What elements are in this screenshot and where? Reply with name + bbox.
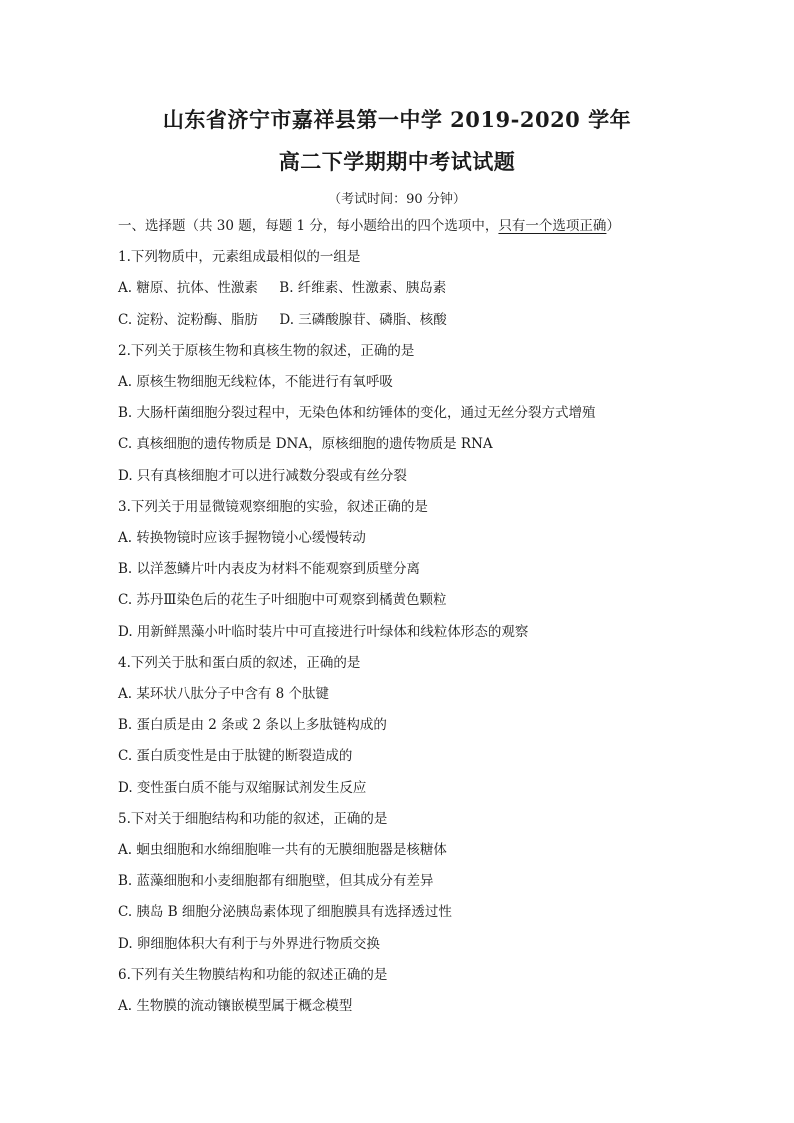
question-2-option-c: C. 真核细胞的遗传物质是 DNA，原核细胞的遗传物质是 RNA [118,436,493,452]
question-3-option-a: A. 转换物镜时应该手握物镜小心缓慢转动 [118,530,366,546]
question-2-stem: 2.下列关于原核生物和真核生物的叙述，正确的是 [118,343,415,359]
question-3-option-b: B. 以洋葱鳞片叶内表皮为材料不能观察到质壁分离 [118,561,421,577]
question-6-stem: 6.下列有关生物膜结构和功能的叙述正确的是 [118,967,388,983]
question-4-stem: 4.下列关于肽和蛋白质的叙述，正确的是 [118,655,361,671]
question-4-option-c: C. 蛋白质变性是由于肽键的断裂造成的 [118,748,353,764]
page-subtitle: 高二下学期期中考试试题 [278,149,516,174]
question-4-option-b: B. 蛋白质是由 2 条或 2 条以上多肽链构成的 [118,717,387,733]
section-heading-suffix: ） [606,218,620,234]
question-3-option-d: D. 用新鲜黑藻小叶临时装片中可直接进行叶绿体和线粒体形态的观察 [118,624,529,640]
section-heading-prefix: 一、选择题（共 30 题，每题 1 分，每小题给出的四个选项中， [118,218,499,234]
question-4-option-a: A. 某环状八肽分子中含有 8 个肽键 [118,686,330,702]
question-5-option-b: B. 蓝藻细胞和小麦细胞都有细胞壁，但其成分有差异 [118,873,434,889]
question-6-option-a: A. 生物膜的流动镶嵌模型属于概念模型 [118,998,353,1014]
exam-time: （考试时间：90 分钟） [328,192,466,207]
question-4-option-d: D. 变性蛋白质不能与双缩脲试剂发生反应 [118,780,367,796]
question-5-option-a: A. 蛔虫细胞和水绵细胞唯一共有的无膜细胞器是核糖体 [118,842,447,858]
section-heading-underlined: 只有一个选项正确 [498,218,607,234]
question-2-option-b: B. 大肠杆菌细胞分裂过程中，无染色体和纺锤体的变化，通过无丝分裂方式增殖 [118,405,596,421]
question-3-stem: 3.下列关于用显微镜观察细胞的实验，叙述正确的是 [118,499,428,515]
question-3-option-c: C. 苏丹Ⅲ染色后的花生子叶细胞中可观察到橘黄色颗粒 [118,592,447,608]
question-1-stem: 1.下列物质中，元素组成最相似的一组是 [118,249,361,265]
question-5-option-d: D. 卵细胞体积大有利于与外界进行物质交换 [118,936,380,952]
page-title: 山东省济宁市嘉祥县第一中学 2019-2020 学年 [162,107,632,132]
question-5-option-c: C. 胰岛 B 细胞分泌胰岛素体现了细胞膜具有选择透过性 [118,904,452,920]
question-2-option-d: D. 只有真核细胞才可以进行减数分裂或有丝分裂 [118,468,407,484]
section-heading [118,217,620,235]
question-1-options-cd: C. 淀粉、淀粉酶、脂肪 D. 三磷酸腺苷、磷脂、核酸 [118,312,447,328]
question-5-stem: 5.下对关于细胞结构和功能的叙述，正确的是 [118,811,388,827]
question-2-option-a: A. 原核生物细胞无线粒体，不能进行有氧呼吸 [118,374,393,390]
question-1-options-ab: A. 糖原、抗体、性激素 B. 纤维素、性激素、胰岛素 [118,280,447,296]
